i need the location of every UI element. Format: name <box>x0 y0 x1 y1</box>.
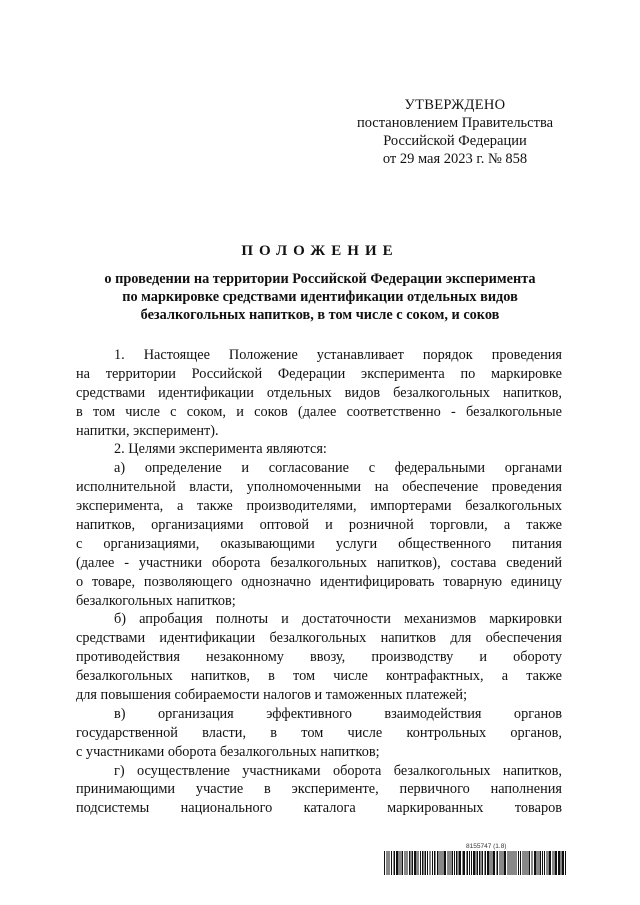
body-line: на территории Российской Федерации эксперимента по маркировке <box>76 365 562 382</box>
body-line: государственной власти, в том числе контрольных органов, <box>76 724 562 741</box>
body-line: эксперимента, а также производителями, импортерами безалкогольных <box>76 498 562 515</box>
body-line: напитков, организациями оптовой и розничной торговли, а также <box>76 517 562 534</box>
body-line: 1. Настоящее Положение устанавливает порядок проведения <box>114 347 562 363</box>
body-line: г) осуществление участниками оборота безалкогольных напитков, <box>114 762 562 779</box>
barcode-image <box>384 851 566 875</box>
document-title: ПОЛОЖЕНИЕ <box>241 243 399 259</box>
document-title-block <box>70 242 570 324</box>
body-line: средствами идентификации отдельных видов безалкогольных напитков, <box>76 384 562 401</box>
body-line: б) апробация полноты и достаточности механизмов маркировки <box>114 611 562 628</box>
approval-line-2: Российской Федерации <box>383 133 527 149</box>
approval-line-1: постановлением Правительства <box>356 115 554 131</box>
approval-date-number: от 29 мая 2023 г. № 858 <box>382 151 528 167</box>
body-line: с участниками оборота безалкогольных напитков; <box>76 743 380 760</box>
approval-heading: УТВЕРЖДЕНО <box>404 97 506 113</box>
body-line: 2. Целями эксперимента являются: <box>114 441 327 458</box>
subtitle-line-2: по маркировке средствами идентификации отдельных видов <box>122 289 518 305</box>
body-line: о товаре, позволяющего однозначно идентифицировать товарную единицу <box>76 573 562 590</box>
body-line: исполнительной власти, уполномоченными на обеспечение проведения <box>76 479 562 496</box>
document-subtitle <box>70 270 570 324</box>
body-line: безалкогольных напитков, в том числе контрафактных, а также <box>76 668 562 685</box>
approval-stamp-block <box>340 96 570 168</box>
body-line: с организациями, оказывающими услуги общественного питания <box>76 535 562 552</box>
subtitle-line-1: о проведении на территории Российской Федерации эксперимента <box>104 271 536 287</box>
document-code: 8155747 (1.8) <box>466 843 507 850</box>
body-line: безалкогольных напитков; <box>76 592 236 609</box>
body-line: противодействия незаконному ввозу, производству и обороту <box>76 649 562 666</box>
body-line: средствами идентификации безалкогольных напитков для обеспечения <box>76 630 562 647</box>
body-line: а) определение и согласование с федеральными органами <box>114 460 562 477</box>
subtitle-line-3: безалкогольных напитков, в том числе с соком, и соков <box>140 307 500 323</box>
body-line: напитки, эксперимент). <box>76 422 219 439</box>
body-line: (далее - участники оборота безалкогольных напитков), состава сведений <box>76 554 562 571</box>
body-line: подсистемы национального каталога маркированных товаров <box>76 800 562 817</box>
body-line: для повышения собираемости налогов и таможенных платежей; <box>76 687 468 704</box>
body-line: в) организация эффективного взаимодействия органов <box>114 705 562 722</box>
body-line: принимающими участие в эксперименте, первичного наполнения <box>76 781 562 798</box>
document-body <box>76 346 562 818</box>
body-line: в том числе с соком, и соков (далее соответственно - безалкогольные <box>76 403 562 420</box>
